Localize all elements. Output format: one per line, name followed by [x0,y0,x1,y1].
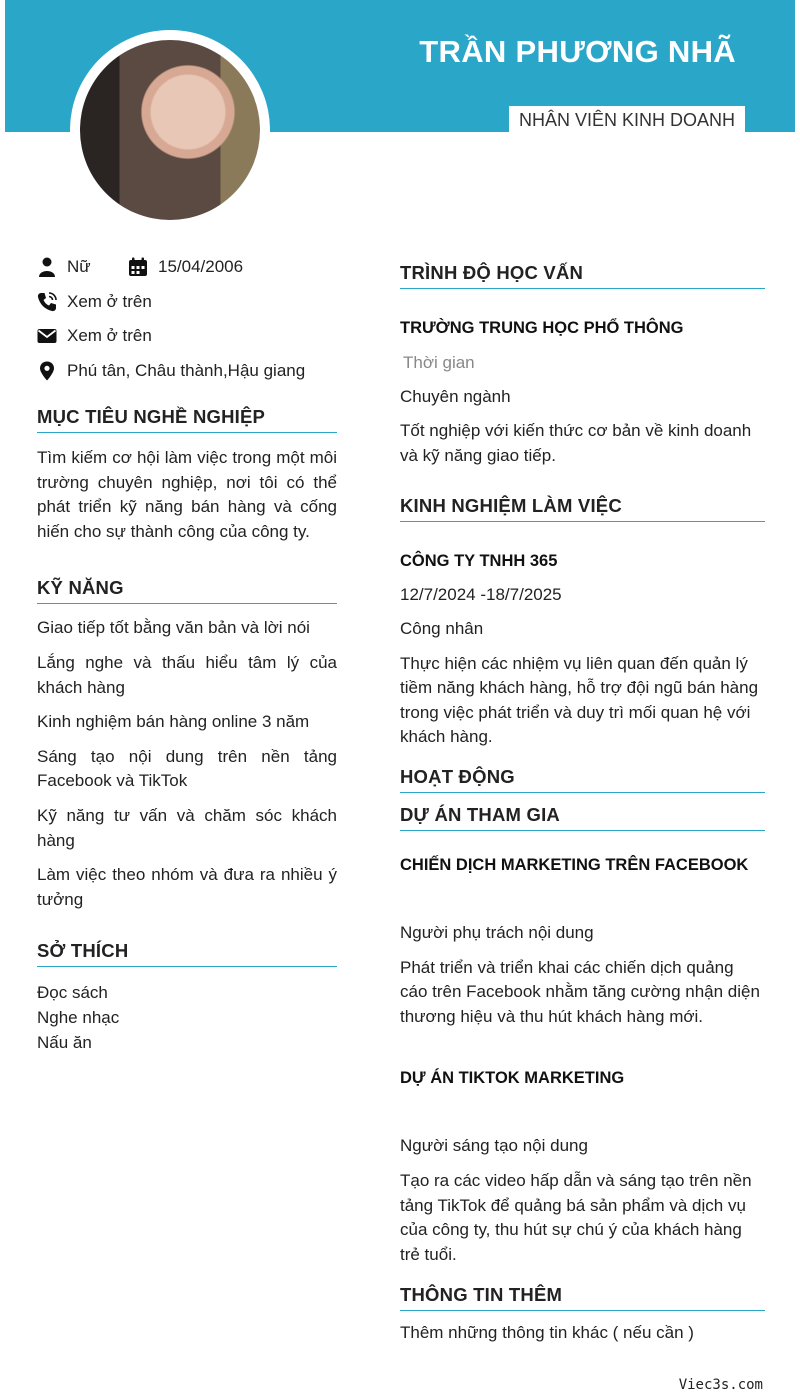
location-pin-icon [37,361,57,381]
watermark: Viec3s.com [678,1377,763,1393]
additional-info-heading: THÔNG TIN THÊM [400,1284,765,1311]
avatar-photo [80,40,260,220]
project-name: DỰ ÁN TIKTOK MARKETING [400,1069,625,1088]
mail-icon [37,326,57,346]
additional-info-text: Thêm những thông tin khác ( nếu cần ) [400,1323,694,1343]
skills-list [37,616,337,912]
skills-heading: KỸ NĂNG [37,577,337,604]
education-major: Chuyên ngành [400,386,511,406]
contact-row-address [37,354,337,389]
contact-row-gender-birthday [37,250,337,285]
address-value: Phú tân, Châu thành,Hậu giang [67,360,306,380]
hobby-item: Nấu ăn [37,1032,92,1052]
birthday-value: 15/04/2006 [158,257,244,277]
project-description: Phát triển và triển khai các chiến dịch quảng cáo trên Facebook nhằm tăng cường nhận diện thương hiệu và thu hút khách hàng mới. [400,957,760,1026]
skill-item: Kinh nghiệm bán hàng online 3 năm [37,712,310,732]
skill-item: Làm việc theo nhóm và đưa ra nhiều ý tưởng [37,865,337,909]
contact-row-email [37,319,337,354]
experience-period: 12/7/2024 -18/7/2025 [400,585,562,605]
experience-position: Công nhân [400,618,484,638]
phone-value: Xem ở trên [67,291,152,311]
experience-description: Thực hiện các nhiệm vụ liên quan đến quản lý tiềm năng khách hàng, hỗ trợ đội ngũ bán hàng trong việc phát triển và duy trì mối quan hệ với khách hàng. [400,653,759,747]
education-heading: TRÌNH ĐỘ HỌC VẤN [400,262,765,289]
project-description: Tạo ra các video hấp dẫn và sáng tạo trên nền tảng TikTok để quảng bá sản phẩm và dịch vụ của công ty, thu hút sự chú ý của khách hàng trẻ tuổi. [400,1170,752,1264]
experience-heading: KINH NGHIỆM LÀM VIỆC [400,495,765,522]
right-column [400,262,765,1346]
hobbies-heading: SỞ THÍCH [37,940,337,967]
hobby-item: Đọc sách [37,983,108,1003]
education-description: Tốt nghiệp với kiến thức cơ bản về kinh doanh và kỹ năng giao tiếp. [400,421,752,465]
left-column [37,250,337,1055]
company-name: CÔNG TY TNHH 365 [400,552,558,571]
person-icon [37,257,57,277]
school-name: TRƯỜNG TRUNG HỌC PHỔ THÔNG [400,319,684,337]
email-value: Xem ở trên [67,326,152,346]
hobby-item: Nghe nhạc [37,1007,120,1027]
job-title: NHÂN VIÊN KINH DOANH [509,106,745,134]
candidate-name: TRẦN PHƯƠNG NHÃ [419,34,736,69]
phone-icon [37,292,57,312]
education-time: Thời gian [403,353,475,372]
activities-heading: HOẠT ĐỘNG [400,766,765,793]
project-role: Người sáng tạo nội dung [400,1136,588,1156]
gender-value: Nữ [67,257,91,277]
skill-item: Kỹ năng tư vấn và chăm sóc khách hàng [37,805,337,850]
projects-heading: DỰ ÁN THAM GIA [400,804,765,831]
avatar [70,30,270,230]
objective-heading: MỤC TIÊU NGHỀ NGHIỆP [37,406,337,433]
contact-row-phone [37,285,337,320]
project-role: Người phụ trách nội dung [400,922,594,942]
calendar-icon [128,257,148,277]
hobbies-list [37,981,337,1055]
objective-text: Tìm kiếm cơ hội làm việc trong một môi trường chuyên nghiệp, nơi tôi có thể phát triển kỹ năng bán hàng và cống hiến cho sự thành công của công ty. [37,448,337,541]
skill-item: Giao tiếp tốt bằng văn bản và lời nói [37,618,310,638]
skill-item: Sáng tạo nội dung trên nền tảng Facebook và TikTok [37,746,337,791]
project-name: CHIẾN DỊCH MARKETING TRÊN FACEBOOK [400,855,749,874]
skill-item: Lắng nghe và thấu hiểu tâm lý của khách hàng [37,652,337,697]
